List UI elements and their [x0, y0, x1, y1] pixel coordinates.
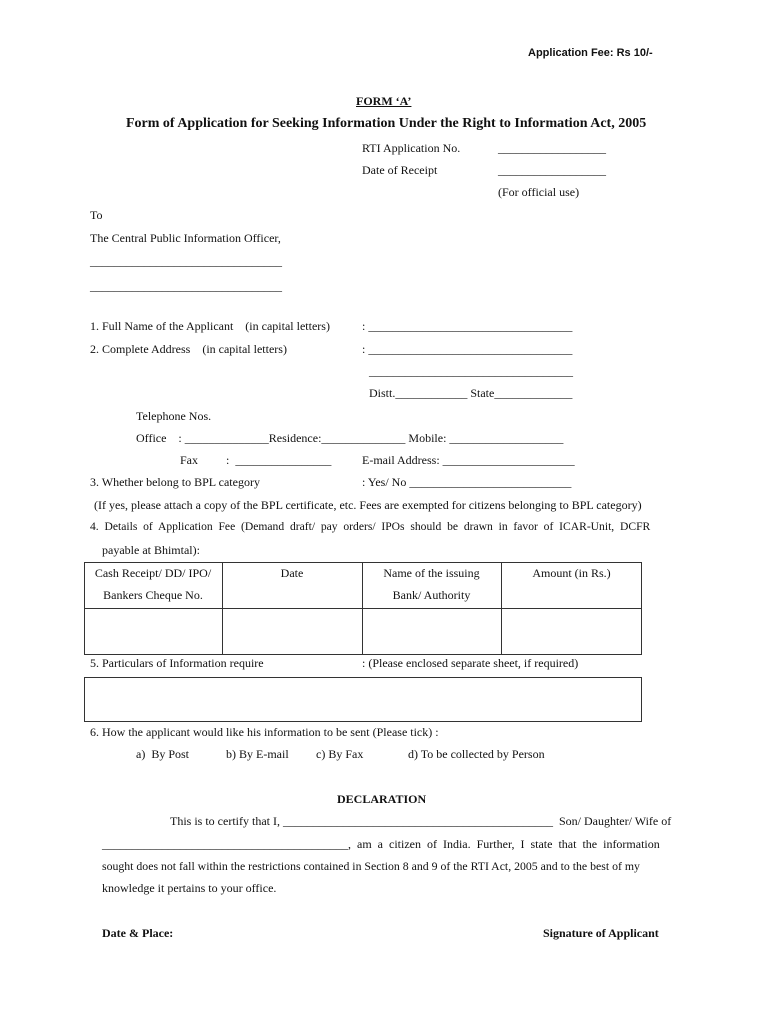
complete-address-label: 2. Complete Address (in capital letters)	[90, 342, 287, 356]
fee-details-line-1: 4. Details of Application Fee (Demand draft/ pay orders/ IPOs should be drawn in favor of ICAR-Unit, DCFR	[90, 520, 651, 533]
fee-table-header-receipt-2: Bankers Cheque No.	[103, 588, 203, 602]
fee-table-header-receipt: Cash Receipt/ DD/ IPO/	[94, 566, 212, 580]
fee-table-header-amount: Amount (in Rs.)	[532, 566, 611, 580]
official-use-note: (For official use)	[498, 185, 580, 199]
officer-address-line-2[interactable]: ________________________________	[90, 279, 282, 293]
declaration-heading: DECLARATION	[337, 792, 427, 806]
receipt-label: Date of Receipt	[362, 163, 438, 177]
officer-address-line-1[interactable]: ________________________________	[90, 254, 282, 268]
complete-address-field-1[interactable]: : __________________________________	[362, 342, 573, 356]
fee-cell-amount[interactable]	[502, 609, 641, 654]
fax-field[interactable]: : ________________	[226, 453, 332, 467]
rti-no-label: RTI Application No.	[362, 141, 461, 155]
email-field[interactable]: E-mail Address: ______________________	[362, 453, 575, 467]
particulars-field[interactable]	[84, 677, 642, 722]
declaration-line-4: knowledge it pertains to your office.	[102, 881, 277, 895]
delivery-label: 6. How the applicant would like his information to be sent (Please tick) :	[90, 725, 439, 739]
officer-label: The Central Public Information Officer,	[90, 231, 281, 245]
fee-table-header-bank: Name of the issuing	[383, 566, 480, 580]
page-title: Form of Application for Seeking Information Under the Right to Information Act, 2005	[126, 116, 647, 131]
particulars-label: 5. Particulars of Information require	[90, 656, 264, 670]
fee-table-header-bank-2: Bank/ Authority	[392, 588, 471, 602]
bpl-field[interactable]: : Yes/ No ___________________________	[362, 475, 572, 489]
declaration-line-2[interactable]: _________________________________________, am a citizen of India. Further, I state that the information	[102, 837, 660, 851]
distt-state-field[interactable]: Distt.____________ State_____________	[369, 386, 573, 400]
bpl-note: (If yes, please attach a copy of the BPL certificate, etc. Fees are exempted for citizens belonging to BPL category)	[94, 498, 642, 512]
signature-label: Signature of Applicant	[543, 926, 659, 940]
fee-cell-date[interactable]	[223, 609, 361, 654]
fax-label: Fax	[180, 453, 198, 467]
to-label: To	[90, 208, 103, 222]
declaration-line-1[interactable]: This is to certify that I, _____________________________________________ Son/ Daughter/ Wife of	[170, 814, 672, 828]
receipt-blank: __________________	[498, 163, 606, 177]
delivery-option-in-person[interactable]: d) To be collected by Person	[408, 747, 545, 761]
particulars-note: : (Please enclosed separate sheet, if required)	[362, 656, 579, 670]
fee-table-header-date: Date	[280, 566, 304, 580]
rti-no-blank: __________________	[498, 141, 606, 155]
delivery-option-email[interactable]: b) By E-mail	[226, 747, 289, 761]
declaration-line-3: sought does not fall within the restrictions contained in Section 8 and 9 of the RTI Act, 2005 and to the best of my	[102, 859, 640, 873]
form-label: FORM ‘A’	[356, 94, 412, 108]
delivery-option-post[interactable]: a) By Post	[136, 747, 190, 761]
fee-cell-bank[interactable]	[363, 609, 500, 654]
complete-address-field-2[interactable]: __________________________________	[369, 364, 573, 378]
date-place-label: Date & Place:	[102, 926, 174, 940]
fee-details-line-2: payable at Bhimtal):	[102, 543, 200, 557]
fee-cell-receipt[interactable]	[85, 609, 221, 654]
full-name-label: 1. Full Name of the Applicant (in capital letters)	[90, 319, 330, 333]
bpl-label: 3. Whether belong to BPL category	[90, 475, 260, 489]
office-phone-line[interactable]: Office : ______________Residence:______________ Mobile: ___________________	[136, 431, 564, 445]
application-fee: Application Fee: Rs 10/-	[528, 47, 653, 59]
telephone-label: Telephone Nos.	[136, 409, 212, 423]
delivery-option-fax[interactable]: c) By Fax	[316, 747, 364, 761]
full-name-field[interactable]: : __________________________________	[362, 319, 573, 333]
